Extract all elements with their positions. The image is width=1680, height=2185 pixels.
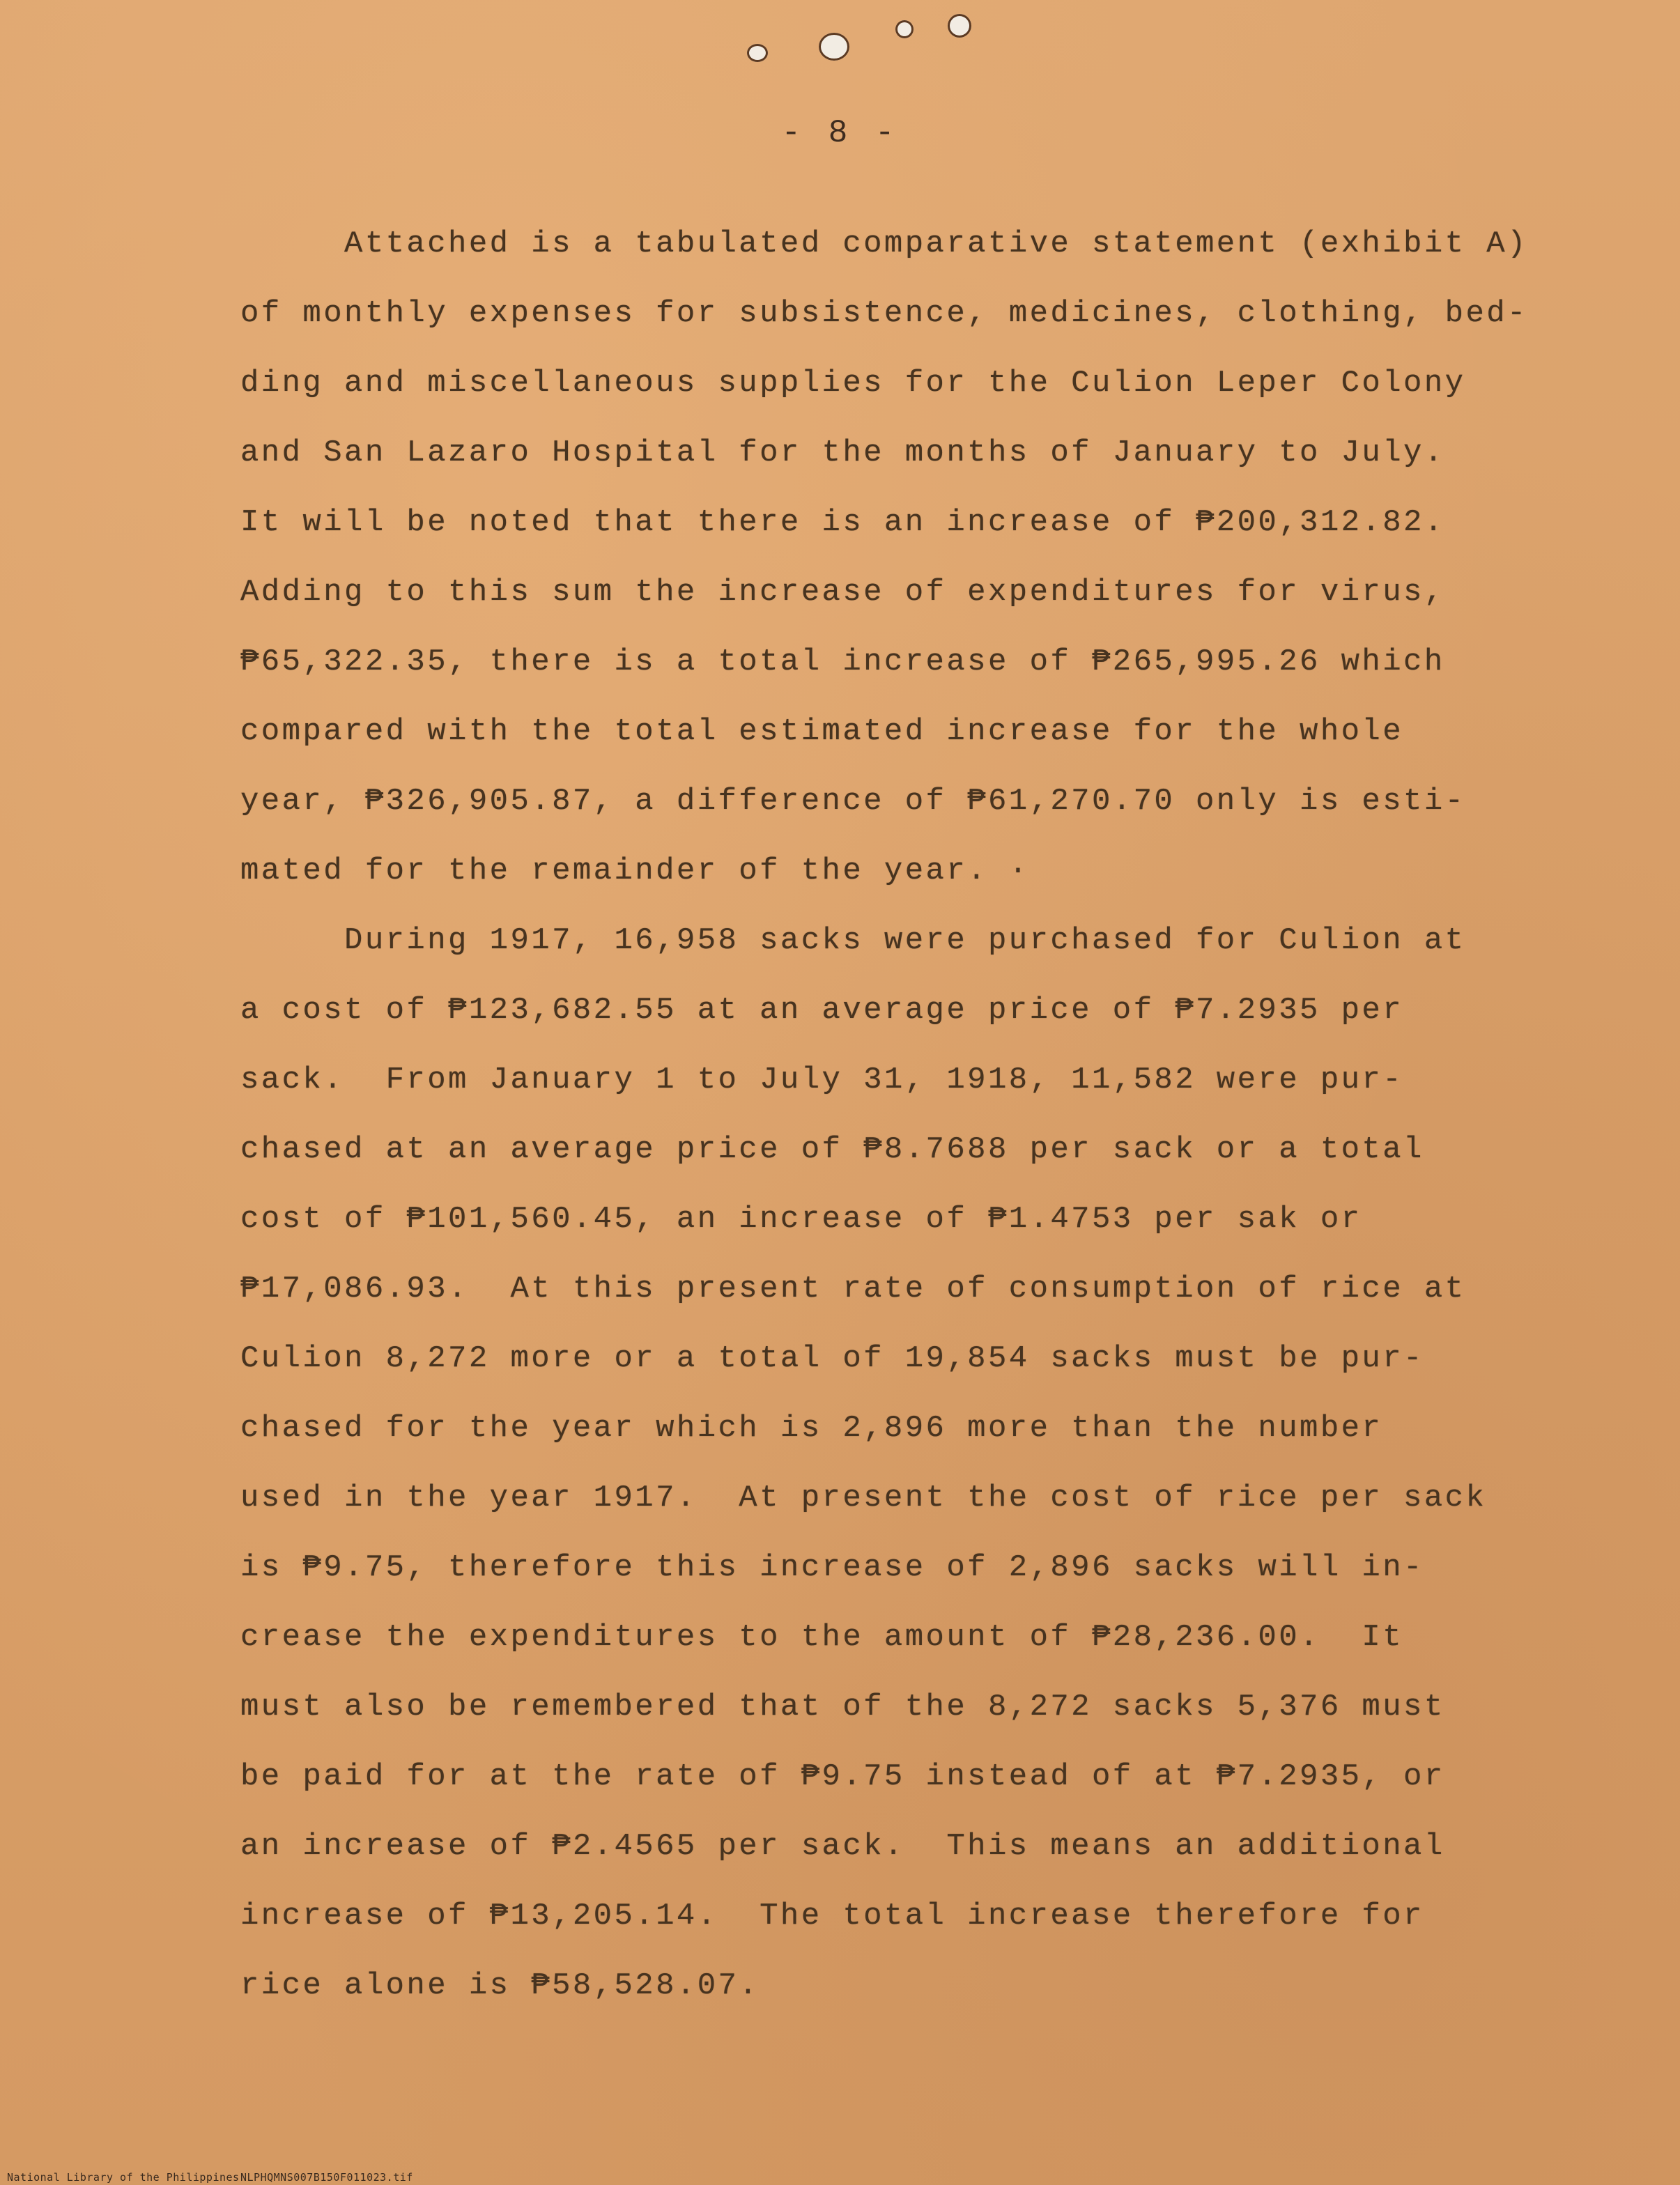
text-line: year, ₱326,905.87, a difference of ₱61,270.70 only is esti- <box>240 784 1466 819</box>
text-line: mated for the remainder of the year. · <box>240 854 1030 888</box>
text-line: be paid for at the rate of ₱9.75 instead of at ₱7.2935, or <box>240 1759 1445 1794</box>
punch-hole <box>747 44 768 62</box>
text-line: Adding to this sum the increase of expenditures for virus, <box>240 575 1445 610</box>
file-identifier: NLPHQMNS007B150F011023.tif <box>240 2171 413 2184</box>
text-line: of monthly expenses for subsistence, medicines, clothing, bed- <box>240 296 1528 331</box>
punch-hole <box>819 33 849 61</box>
text-line: ding and miscellaneous supplies for the Culion Leper Colony <box>240 366 1466 401</box>
punch-hole <box>895 20 914 38</box>
text-line: compared with the total estimated increase for the whole <box>240 714 1404 749</box>
text-line: an increase of ₱2.4565 per sack. This means an additional <box>240 1829 1445 1864</box>
text-line: must also be remembered that of the 8,272 sacks 5,376 must <box>240 1690 1445 1724</box>
text-line: chased for the year which is 2,896 more than the number <box>240 1411 1383 1446</box>
text-line: chased at an average price of ₱8.7688 per sack or a total <box>240 1132 1424 1167</box>
text-line: used in the year 1917. At present the cost of rice per sack <box>240 1481 1487 1515</box>
text-line: ₱17,086.93. At this present rate of consumption of rice at <box>240 1272 1466 1306</box>
text-line: cost of ₱101,560.45, an increase of ₱1.4753 per sak or <box>240 1202 1362 1237</box>
punch-hole <box>948 14 971 38</box>
text-line: During 1917, 16,958 sacks were purchased for Culion at <box>240 923 1466 958</box>
text-line: It will be noted that there is an increase of ₱200,312.82. <box>240 505 1445 540</box>
text-line: a cost of ₱123,682.55 at an average price of ₱7.2935 per <box>240 993 1404 1028</box>
text-line: is ₱9.75, therefore this increase of 2,896 sacks will in- <box>240 1550 1424 1585</box>
page-number: - 8 - <box>781 115 899 151</box>
body-text <box>240 209 1543 2021</box>
text-line: sack. From January 1 to July 31, 1918, 11,582 were pur- <box>240 1063 1404 1097</box>
text-line: ₱65,322.35, there is a total increase of ₱265,995.26 which <box>240 644 1445 679</box>
text-line: increase of ₱13,205.14. The total increase therefore for <box>240 1899 1424 1933</box>
text-line: and San Lazaro Hospital for the months of January to July. <box>240 435 1445 470</box>
text-line: crease the expenditures to the amount of ₱28,236.00. It <box>240 1620 1404 1655</box>
punch-holes <box>739 10 989 66</box>
text-line: Culion 8,272 more or a total of 19,854 sacks must be pur- <box>240 1341 1424 1376</box>
archive-credit: National Library of the Philippines <box>7 2171 240 2184</box>
text-line: Attached is a tabulated comparative statement (exhibit A) <box>240 226 1528 261</box>
text-line: rice alone is ₱58,528.07. <box>240 1968 760 2003</box>
